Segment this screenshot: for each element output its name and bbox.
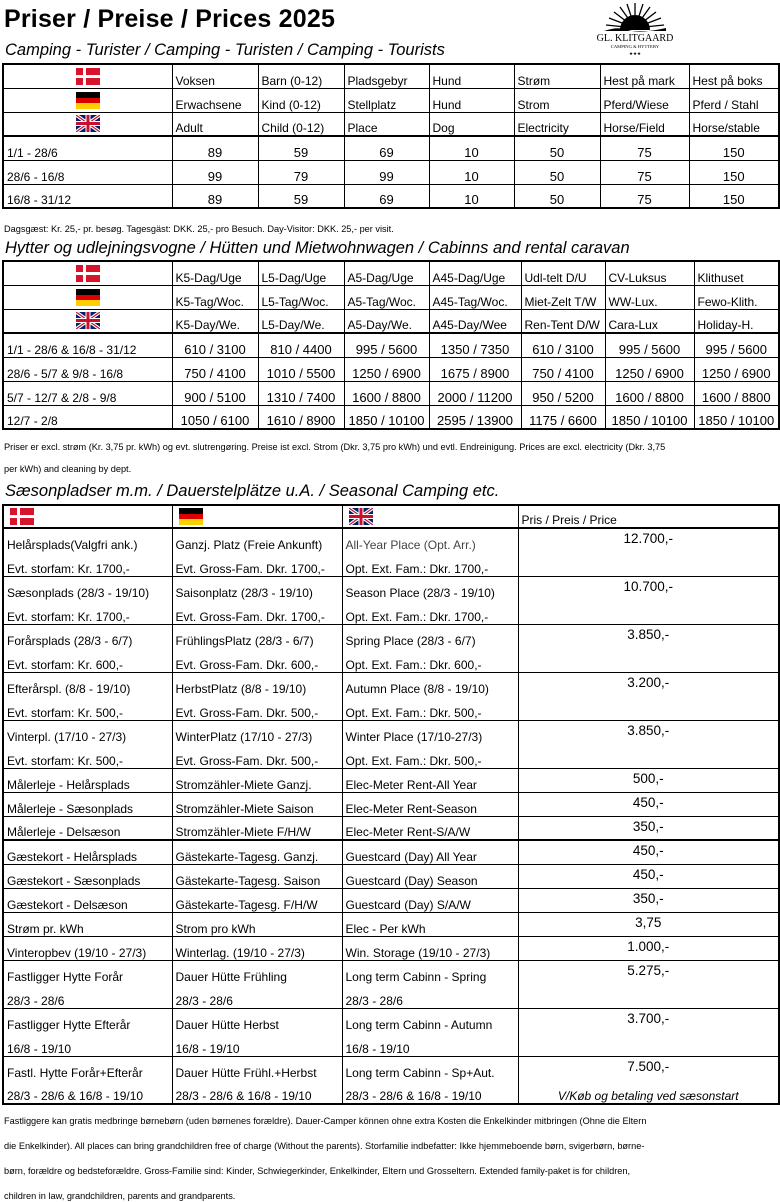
danish-cell: Helårsplads(Valgfri ank.): [3, 528, 172, 552]
german-cell: Gästekarte-Tagesg. Ganzj.: [172, 840, 342, 864]
danish-flag-icon: [76, 265, 100, 282]
column-header: A45-Tag/Woc.: [429, 285, 521, 309]
column-header: A45-Dag/Uge: [429, 261, 521, 285]
german-cell: Evt. Gross-Fam. Dkr. 500,-: [172, 696, 342, 720]
footer-note-line: børn, forældre og bedsteforældre. Gross-Familie sind: Kinder, Schwiegerkinder, Enkelkinder, Eltern und Grosseltern. Extended family-paket is for children,: [4, 1166, 631, 1176]
english-cell: Opt. Ext. Fam.: Dkr. 600,-: [342, 648, 518, 672]
column-header: Pferd/Wiese: [600, 88, 689, 112]
period-cell: 5/7 - 12/7 & 2/8 - 9/8: [3, 381, 172, 405]
english-cell: Opt. Ext. Fam.: Dkr. 500,-: [342, 696, 518, 720]
footer-note-line: children in law, grandchildren, parents and grandparents.: [4, 1191, 236, 1201]
danish-cell: Gæstekort - Delsæson: [3, 888, 172, 912]
price-cell: 3.200,-: [518, 672, 779, 720]
table-row: [3, 720, 779, 744]
price-cell: 7.500,-: [518, 1056, 779, 1080]
danish-cell: Evt. storfam: Kr. 1700,-: [3, 600, 172, 624]
table-row: [3, 936, 779, 960]
price-cell: 350,-: [518, 816, 779, 840]
price-cell: 1175 / 6600: [521, 405, 605, 429]
price-cell: 150: [689, 136, 779, 160]
price-cell: 69: [344, 136, 429, 160]
column-header: K5-Dag/Uge: [172, 261, 258, 285]
german-cell: Stromzähler-Miete F/H/W: [172, 816, 342, 840]
column-header: Electricity: [514, 112, 600, 136]
footer-note-line: die Enkelkinder). All places can bring grandchildren free of charge (Without the parents). Storfamilie indbefatter: Ikke hjemmeboende børn, svigerbørn, børne-: [4, 1141, 645, 1151]
flag-cell-da: [3, 64, 172, 88]
price-cell: 2000 / 11200: [429, 381, 521, 405]
price-cell: 75: [600, 160, 689, 184]
german-cell: Winterlag. (19/10 - 27/3): [172, 936, 342, 960]
german-cell: HerbstPlatz (8/8 - 19/10): [172, 672, 342, 696]
english-cell: Guestcard (Day) All Year: [342, 840, 518, 864]
danish-cell: Evt. storfam: Kr. 1700,-: [3, 552, 172, 576]
german-cell: Strom pro kWh: [172, 912, 342, 936]
column-header: Kind (0-12): [258, 88, 344, 112]
english-cell: Spring Place (28/3 - 6/7): [342, 624, 518, 648]
price-cell: 10.700,-: [518, 576, 779, 624]
german-cell: Stromzähler-Miete Ganzj.: [172, 768, 342, 792]
price-column-header: Pris / Preis / Price: [518, 505, 779, 528]
price-cell: 450,-: [518, 792, 779, 816]
column-header: Horse/stable: [689, 112, 779, 136]
column-header: Pladsgebyr: [344, 64, 429, 88]
price-cell: 3.700,-: [518, 1008, 779, 1056]
season-start-payment-note: V/Køb og betaling ved sæsonstart: [518, 1080, 779, 1104]
column-header: Place: [344, 112, 429, 136]
price-cell: 150: [689, 160, 779, 184]
german-cell: Dauer Hütte Herbst: [172, 1008, 342, 1032]
price-cell: 50: [514, 136, 600, 160]
english-cell: Opt. Ext. Fam.: Dkr. 1700,-: [342, 552, 518, 576]
day-visitor-note: Dagsgæst: Kr. 25,- pr. besøg. Tagesgäst: DKK. 25,- pro Besuch. Day-Visitor: DKK. 25,- per visit.: [4, 224, 394, 234]
svg-text:GL. KLITGAARD: GL. KLITGAARD: [596, 33, 674, 44]
column-header: Pferd / Stahl: [689, 88, 779, 112]
table-row: [3, 528, 779, 552]
price-cell: 79: [258, 160, 344, 184]
price-cell: 1850 / 10100: [344, 405, 429, 429]
price-cell: 89: [172, 136, 258, 160]
danish-cell: 28/3 - 28/6: [3, 984, 172, 1008]
column-header: Erwachsene: [172, 88, 258, 112]
danish-cell: 16/8 - 19/10: [3, 1032, 172, 1056]
uk-flag-icon: [76, 312, 100, 329]
column-header: Hund: [429, 64, 514, 88]
german-cell: Saisonplatz (28/3 - 19/10): [172, 576, 342, 600]
price-cell: 1600 / 8800: [605, 381, 694, 405]
flag-cell-da: [3, 261, 172, 285]
german-cell: Dauer Hütte Frühling: [172, 960, 342, 984]
price-cell: 500,-: [518, 768, 779, 792]
english-cell: 28/3 - 28/6: [342, 984, 518, 1008]
header-row-da: [3, 261, 779, 285]
table-row: [3, 136, 779, 160]
price-cell: 3,75: [518, 912, 779, 936]
svg-text:★★★: ★★★: [628, 52, 642, 57]
column-header: WW-Lux.: [605, 285, 694, 309]
table-row: [3, 912, 779, 936]
danish-cell: Evt. storfam: Kr. 500,-: [3, 744, 172, 768]
table-row: [3, 184, 779, 208]
flag-cell-en: [3, 112, 172, 136]
column-header: Hest på boks: [689, 64, 779, 88]
german-cell: Gästekarte-Tagesg. F/H/W: [172, 888, 342, 912]
price-cell: 1600 / 8800: [344, 381, 429, 405]
table-row: [3, 624, 779, 648]
column-header: L5-Day/We.: [258, 309, 344, 333]
danish-cell: Evt. storfam: Kr. 500,-: [3, 696, 172, 720]
seasonal-subtitle: Sæsonpladser m.m. / Dauerstelplätze u.A. / Seasonal Camping etc.: [5, 482, 500, 500]
german-cell: FrühlingsPlatz (28/3 - 6/7): [172, 624, 342, 648]
header-row-en: [3, 309, 779, 333]
german-cell: Evt. Gross-Fam. Dkr. 500,-: [172, 744, 342, 768]
column-header: A45-Day/Wee: [429, 309, 521, 333]
danish-cell: Strøm pr. kWh: [3, 912, 172, 936]
column-header: Holiday-H.: [694, 309, 779, 333]
column-header: K5-Day/We.: [172, 309, 258, 333]
price-cell: 50: [514, 160, 600, 184]
danish-cell: Vinterpl. (17/10 - 27/3): [3, 720, 172, 744]
cabins-price-table: [2, 260, 780, 430]
gl-klitgaard-logo: [594, 0, 676, 58]
english-cell: Long term Cabinn - Sp+Aut.: [342, 1056, 518, 1080]
flag-cell-de: [3, 285, 172, 309]
header-row-da: [3, 64, 779, 88]
danish-cell: Efterårspl. (8/8 - 19/10): [3, 672, 172, 696]
price-cell: 1050 / 6100: [172, 405, 258, 429]
price-cell: 1850 / 10100: [694, 405, 779, 429]
seasonal-header-row: [3, 505, 779, 528]
german-cell: Evt. Gross-Fam. Dkr. 1700,-: [172, 600, 342, 624]
price-cell: 900 / 5100: [172, 381, 258, 405]
column-header: Barn (0-12): [258, 64, 344, 88]
english-cell: Opt. Ext. Fam.: Dkr. 1700,-: [342, 600, 518, 624]
price-cell: 75: [600, 136, 689, 160]
price-cell: 1010 / 5500: [258, 357, 344, 381]
table-row: [3, 840, 779, 864]
price-cell: 89: [172, 184, 258, 208]
column-header: Dog: [429, 112, 514, 136]
price-cell: 150: [689, 184, 779, 208]
table-row: [3, 960, 779, 984]
flag-cell-de: [3, 88, 172, 112]
price-cell: 59: [258, 136, 344, 160]
column-header: L5-Tag/Woc.: [258, 285, 344, 309]
english-cell: 28/3 - 28/6 & 16/8 - 19/10: [342, 1080, 518, 1104]
table-row: [3, 333, 779, 357]
header-row-de: [3, 88, 779, 112]
svg-text:CAMPING & HYTTEBY: CAMPING & HYTTEBY: [610, 44, 660, 49]
english-cell: Long term Cabinn - Spring: [342, 960, 518, 984]
german-cell: Gästekarte-Tagesg. Saison: [172, 864, 342, 888]
cabins-subtitle: Hytter og udlejningsvogne / Hütten und Mietwohnwagen / Cabinns and rental caravan: [5, 239, 630, 257]
column-header: Voksen: [172, 64, 258, 88]
english-cell: Guestcard (Day) Season: [342, 864, 518, 888]
price-cell: 1250 / 6900: [694, 357, 779, 381]
table-row: [3, 1080, 779, 1104]
price-cell: 99: [344, 160, 429, 184]
german-flag-icon: [179, 508, 203, 525]
price-cell: 995 / 5600: [605, 333, 694, 357]
price-cell: 3.850,-: [518, 624, 779, 672]
table-row: [3, 381, 779, 405]
price-cell: 1.000,-: [518, 936, 779, 960]
table-row: [3, 160, 779, 184]
column-header: Cara-Lux: [605, 309, 694, 333]
german-cell: Stromzähler-Miete Saison: [172, 792, 342, 816]
column-header: CV-Luksus: [605, 261, 694, 285]
uk-flag-icon: [349, 508, 373, 525]
danish-cell: Målerleje - Sæsonplads: [3, 792, 172, 816]
table-row: [3, 888, 779, 912]
price-cell: 1310 / 7400: [258, 381, 344, 405]
price-cell: 350,-: [518, 888, 779, 912]
english-cell: Long term Cabinn - Autumn: [342, 1008, 518, 1032]
price-cell: 10: [429, 184, 514, 208]
column-header: Klithuset: [694, 261, 779, 285]
period-cell: 16/8 - 31/12: [3, 184, 172, 208]
column-header: Strøm: [514, 64, 600, 88]
price-cell: 1850 / 10100: [605, 405, 694, 429]
german-cell: 28/3 - 28/6 & 16/8 - 19/10: [172, 1080, 342, 1104]
column-header: Udl-telt D/U: [521, 261, 605, 285]
uk-flag-icon: [76, 115, 100, 132]
price-cell: 450,-: [518, 840, 779, 864]
english-cell: Winter Place (17/10-27/3): [342, 720, 518, 744]
footer-note-line: Fastliggere kan gratis medbringe børnebørn (uden børnenes forældre). Dauer-Camper können ohne extra Kosten die Enkelkinder mitbringen (Ohne die Eltern: [4, 1116, 647, 1126]
price-cell: 59: [258, 184, 344, 208]
price-cell: 10: [429, 160, 514, 184]
english-cell: Elec-Meter Rent-Season: [342, 792, 518, 816]
english-cell: All-Year Place (Opt. Arr.): [342, 528, 518, 552]
price-cell: 950 / 5200: [521, 381, 605, 405]
german-cell: Ganzj. Platz (Freie Ankunft): [172, 528, 342, 552]
cabins-note-line-1: Priser er excl. strøm (Kr. 3,75 pr. kWh) og evt. slutrengøring. Preise ist excl. Strom (Dkr. 3,75 pro kWh) und evtl. Endreinigung. Prices are excl. electricity (Dkr. 3,75: [4, 442, 666, 452]
table-row: [3, 672, 779, 696]
german-flag-icon: [76, 289, 100, 306]
header-row-en: [3, 112, 779, 136]
english-cell: Opt. Ext. Fam.: Dkr. 500,-: [342, 744, 518, 768]
price-cell: 69: [344, 184, 429, 208]
danish-flag-icon: [10, 508, 34, 525]
camping-price-table: [2, 63, 780, 209]
price-cell: 810 / 4400: [258, 333, 344, 357]
table-row: [3, 576, 779, 600]
column-header: L5-Dag/Uge: [258, 261, 344, 285]
price-cell: 1250 / 6900: [344, 357, 429, 381]
table-row: [3, 768, 779, 792]
flag-cell-dk: [3, 505, 172, 528]
english-cell: Elec-Meter Rent-All Year: [342, 768, 518, 792]
german-flag-icon: [76, 92, 100, 109]
price-cell: 750 / 4100: [521, 357, 605, 381]
period-cell: 1/1 - 28/6 & 16/8 - 31/12: [3, 333, 172, 357]
danish-cell: Vinteropbev (19/10 - 27/3): [3, 936, 172, 960]
page-title: Priser / Preise / Prices 2025: [4, 5, 336, 33]
column-header: Child (0-12): [258, 112, 344, 136]
table-row: [3, 357, 779, 381]
flag-cell-uk: [342, 505, 518, 528]
danish-cell: Målerleje - Delsæson: [3, 816, 172, 840]
price-cell: 1600 / 8800: [694, 381, 779, 405]
price-cell: 610 / 3100: [521, 333, 605, 357]
price-cell: 5.275,-: [518, 960, 779, 1008]
danish-cell: Målerleje - Helårsplads: [3, 768, 172, 792]
english-cell: 16/8 - 19/10: [342, 1032, 518, 1056]
column-header: Adult: [172, 112, 258, 136]
column-header: Fewo-Klith.: [694, 285, 779, 309]
column-header: Hund: [429, 88, 514, 112]
column-header: Stellplatz: [344, 88, 429, 112]
danish-cell: Forårsplads (28/3 - 6/7): [3, 624, 172, 648]
german-cell: Dauer Hütte Frühl.+Herbst: [172, 1056, 342, 1080]
danish-cell: Fastligger Hytte Forår: [3, 960, 172, 984]
column-header: Horse/Field: [600, 112, 689, 136]
price-cell: 995 / 5600: [694, 333, 779, 357]
german-cell: 28/3 - 28/6: [172, 984, 342, 1008]
period-cell: 28/6 - 16/8: [3, 160, 172, 184]
column-header: A5-Dag/Uge: [344, 261, 429, 285]
table-row: [3, 792, 779, 816]
price-cell: 1350 / 7350: [429, 333, 521, 357]
price-cell: 750 / 4100: [172, 357, 258, 381]
german-cell: 16/8 - 19/10: [172, 1032, 342, 1056]
column-header: Hest på mark: [600, 64, 689, 88]
english-cell: Win. Storage (19/10 - 27/3): [342, 936, 518, 960]
price-cell: 3.850,-: [518, 720, 779, 768]
flag-cell-en: [3, 309, 172, 333]
period-cell: 1/1 - 28/6: [3, 136, 172, 160]
price-cell: 2595 / 13900: [429, 405, 521, 429]
price-cell: 995 / 5600: [344, 333, 429, 357]
column-header: Miet-Zelt T/W: [521, 285, 605, 309]
period-cell: 28/6 - 5/7 & 9/8 - 16/8: [3, 357, 172, 381]
table-row: [3, 864, 779, 888]
english-cell: Elec-Meter Rent-S/A/W: [342, 816, 518, 840]
danish-cell: Fastligger Hytte Efterår: [3, 1008, 172, 1032]
column-header: Strom: [514, 88, 600, 112]
danish-cell: Sæsonplads (28/3 - 19/10): [3, 576, 172, 600]
danish-cell: Gæstekort - Sæsonplads: [3, 864, 172, 888]
price-cell: 50: [514, 184, 600, 208]
english-cell: Guestcard (Day) S/A/W: [342, 888, 518, 912]
table-row: [3, 1008, 779, 1032]
danish-flag-icon: [76, 68, 100, 85]
danish-cell: Fastl. Hytte Forår+Efterår: [3, 1056, 172, 1080]
danish-cell: 28/3 - 28/6 & 16/8 - 19/10: [3, 1080, 172, 1104]
english-cell: Season Place (28/3 - 19/10): [342, 576, 518, 600]
german-cell: Evt. Gross-Fam. Dkr. 1700,-: [172, 552, 342, 576]
seasonal-price-table: [2, 504, 780, 1105]
camping-subtitle: Camping - Turister / Camping - Turisten / Camping - Tourists: [5, 41, 445, 59]
period-cell: 12/7 - 2/8: [3, 405, 172, 429]
english-cell: Elec - Per kWh: [342, 912, 518, 936]
table-row: [3, 816, 779, 840]
price-cell: 12.700,-: [518, 528, 779, 576]
column-header: A5-Tag/Woc.: [344, 285, 429, 309]
price-cell: 1250 / 6900: [605, 357, 694, 381]
german-cell: Evt. Gross-Fam. Dkr. 600,-: [172, 648, 342, 672]
price-cell: 75: [600, 184, 689, 208]
table-row: [3, 1056, 779, 1080]
price-cell: 99: [172, 160, 258, 184]
price-cell: 10: [429, 136, 514, 160]
danish-cell: Evt. storfam: Kr. 600,-: [3, 648, 172, 672]
english-cell: Autumn Place (8/8 - 19/10): [342, 672, 518, 696]
table-row: [3, 405, 779, 429]
price-cell: 1610 / 8900: [258, 405, 344, 429]
header-row-de: [3, 285, 779, 309]
column-header: Ren-Tent D/W: [521, 309, 605, 333]
flag-cell-de: [172, 505, 342, 528]
price-cell: 610 / 3100: [172, 333, 258, 357]
danish-cell: Gæstekort - Helårsplads: [3, 840, 172, 864]
price-cell: 1675 / 8900: [429, 357, 521, 381]
column-header: A5-Day/We.: [344, 309, 429, 333]
price-cell: 450,-: [518, 864, 779, 888]
column-header: K5-Tag/Woc.: [172, 285, 258, 309]
german-cell: WinterPlatz (17/10 - 27/3): [172, 720, 342, 744]
cabins-note-line-2: per kWh) and cleaning by dept.: [4, 464, 132, 474]
